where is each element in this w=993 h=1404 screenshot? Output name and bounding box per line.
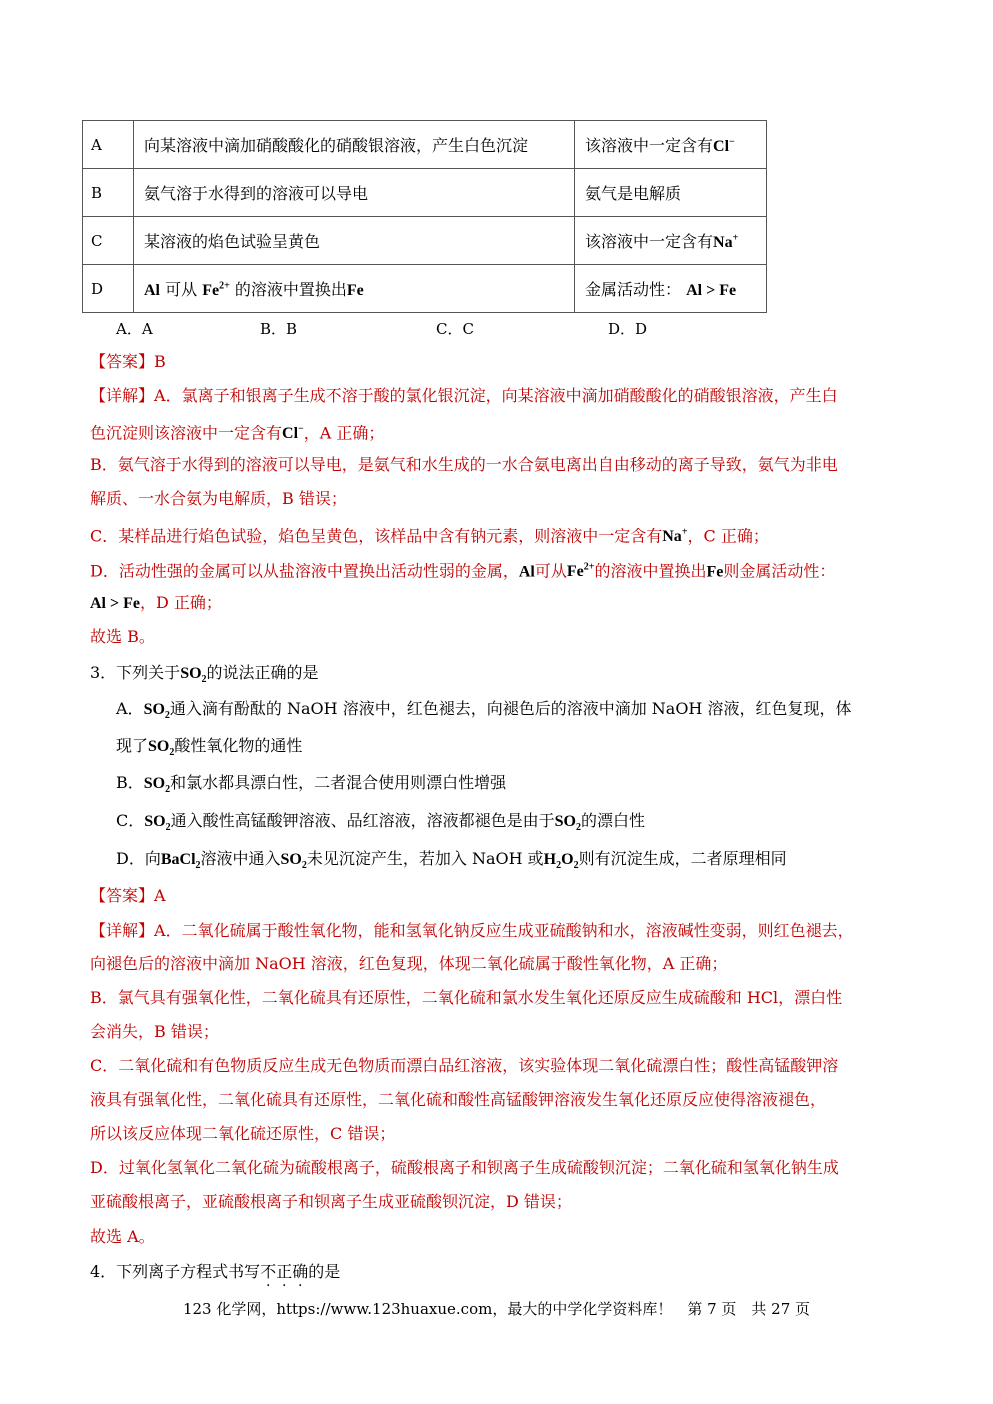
option-a: A．A xyxy=(116,320,153,338)
table-row xyxy=(83,121,767,169)
explanation-line: 亚硫酸根离子，亚硫酸根离子和钡离子生成亚硫酸钡沉淀，D 错误； xyxy=(90,1192,572,1211)
table-row xyxy=(83,217,767,265)
answer-options xyxy=(116,318,716,340)
explanation-line: 所以该反应体现二氧化硫还原性，C 错误； xyxy=(90,1124,396,1143)
row-conclusion: 该溶液中一定含有Cl− xyxy=(575,121,767,169)
row-label: D xyxy=(83,265,134,313)
explanation-line: C．某样品进行焰色试验，焰色呈黄色，该样品中含有钠元素，则溶液中一定含有Na+，C 正确； xyxy=(90,526,769,546)
table-row xyxy=(83,169,767,217)
row-label: C xyxy=(83,217,134,265)
explanation-line: 会消失，B 错误； xyxy=(90,1022,219,1041)
option-b: B．B xyxy=(260,320,298,338)
table-row xyxy=(83,265,767,313)
chem-formula: Cl− xyxy=(713,136,735,155)
explanation-line: 色沉淀则该溶液中一定含有Cl−，A 正确； xyxy=(90,423,385,443)
question-option-d: D．向BaCl$_2$溶液中通入$SO_2$未见沉淀产生，若加入 NaOH 或$H_2O_2$则有沉淀生成，二者原理相同 xyxy=(116,849,787,872)
question-option-a-cont: 现了$SO_2$酸性氧化物的通性 xyxy=(116,736,303,759)
explanation-line: 【详解】A．氯离子和银离子生成不溶于酸的氯化银沉淀，向某溶液中滴加硝酸酸化的硝酸银溶液，产生白 xyxy=(90,386,838,405)
explanation-line: B．氨气溶于水得到的溶液可以导电，是氨气和水生成的一水合氨电离出自由移动的离子导致，氨气为非电 xyxy=(90,455,838,474)
answer-line: 【答案】A xyxy=(90,886,166,905)
question-stem: 3．下列关于$SO_2$的说法正确的是 xyxy=(90,663,319,686)
explanation-line: 向褪色后的溶液中滴加 NaOH 溶液，红色复现，体现二氧化硫属于酸性氧化物，A 正确； xyxy=(90,954,728,973)
explanation-line: 解质、一水合氨为电解质，B 错误； xyxy=(90,489,347,508)
explanation-line: C．二氧化硫和有色物质反应生成无色物质而漂白品红溶液，该实验体现二氧化硫漂白性；酸性高锰酸钾溶 xyxy=(90,1056,839,1075)
conclusion-line: 故选 A。 xyxy=(90,1227,155,1246)
row-description: 某溶液的焰色试验呈黄色 xyxy=(134,217,575,265)
question-stem: 4．下列离子方程式书写不正确的是 xyxy=(90,1262,341,1281)
answer-line: 【答案】B xyxy=(90,352,166,371)
question-option-b: B．$SO_2$和氯水都具漂白性，二者混合使用则漂白性增强 xyxy=(116,773,507,796)
row-label: A xyxy=(83,121,134,169)
row-conclusion: 该溶液中一定含有Na+ xyxy=(575,217,767,265)
question-option-a: A．$SO_2$通入滴有酚酞的 NaOH 溶液中，红色褪去，向褪色后的溶液中滴加 NaOH 溶液，红色复现，体 xyxy=(116,699,852,722)
explanation-line: Al > Fe，D 正确； xyxy=(90,593,222,612)
conclusion-line: 故选 B。 xyxy=(90,627,155,646)
explanation-line: D．过氧化氢氧化二氧化硫为硫酸根离子，硫酸根离子和钡离子生成硫酸钡沉淀；二氧化硫和氢氧化钠生成 xyxy=(90,1158,839,1177)
explanation-line: 液具有强氧化性，二氧化硫具有还原性，二氧化硫和酸性高锰酸钾溶液发生氧化还原反应使得溶液褪色， xyxy=(90,1090,827,1109)
option-d: D．D xyxy=(608,320,648,338)
chem-formula: Na+ xyxy=(713,232,739,251)
option-c: C．C xyxy=(436,320,474,338)
row-conclusion: 氨气是电解质 xyxy=(575,169,767,217)
page-footer: 123 化学网，https://www.123huaxue.com，最大的中学化学资料库！ 第 7 页 共 27 页 xyxy=(182,1300,811,1318)
options-table xyxy=(82,120,767,313)
explanation-line: D．活动性强的金属可以从盐溶液中置换出活动性弱的金属，Al可从$Fe^{2+}$的溶液中置换出Fe则金属活动性： xyxy=(90,561,836,581)
explanation-line: B．氯气具有强氧化性，二氧化硫具有还原性，二氧化硫和氯水发生氧化还原反应生成硫酸和 HCl，漂白性 xyxy=(90,988,843,1007)
row-conclusion: 金属活动性： Al > Fe xyxy=(575,265,767,313)
explanation-line: 【详解】A．二氧化硫属于酸性氧化物，能和氢氧化钠反应生成亚硫酸钠和水，溶液碱性变弱，则红色褪去， xyxy=(90,921,854,940)
row-label: B xyxy=(83,169,134,217)
row-description: Al 可从 $Fe^{2+}$ 的溶液中置换出Fe xyxy=(134,265,575,313)
row-description: 向某溶液中滴加硝酸酸化的硝酸银溶液，产生白色沉淀 xyxy=(134,121,575,169)
row-description: 氨气溶于水得到的溶液可以导电 xyxy=(134,169,575,217)
question-option-c: C．$SO_2$通入酸性高锰酸钾溶液、品红溶液，溶液都褪色是由于$SO_2$的漂白性 xyxy=(116,811,645,834)
